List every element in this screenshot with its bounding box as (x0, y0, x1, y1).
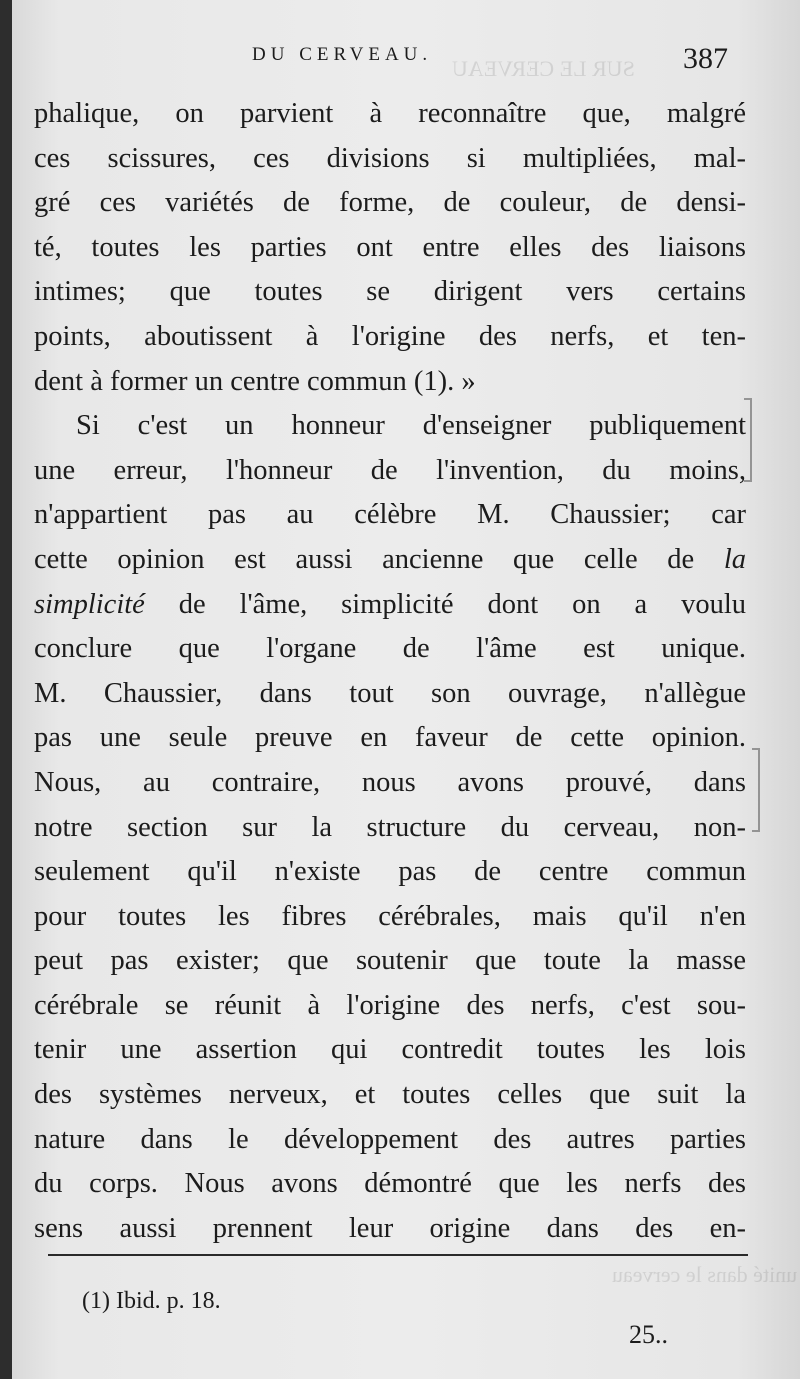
text-line: intimes; que toutes se dirigent vers certains (34, 276, 746, 308)
margin-bracket (752, 748, 760, 832)
text-segment: de l'âme, simplicité dont on a voulu (178, 588, 747, 620)
text-line: points, aboutissent à l'origine des nerfs, et ten- (34, 320, 746, 352)
text-line: ces scissures, ces divisions si multipliées, mal- (34, 142, 746, 174)
text-line: n'appartient pas au célèbre M. Chaussier; car (34, 499, 746, 531)
italic-word: la (723, 543, 746, 575)
body-text (34, 92, 746, 1251)
text-line: dent à former un centre commun (1). » (34, 365, 476, 397)
text-line: une erreur, l'honneur de l'invention, du moins, (34, 454, 746, 486)
signature-mark: 25.. (629, 1320, 668, 1349)
text-line-with-italic (34, 583, 746, 628)
text-line: pour toutes les fibres cérébrales, mais qu'il n'en (34, 900, 746, 932)
page-edge-shadow (0, 0, 12, 1379)
text-line: des systèmes nerveux, et toutes celles que suit la (34, 1079, 746, 1111)
italic-word: simplicité (34, 588, 145, 620)
text-line: pas une seule preuve en faveur de cette opinion. (34, 722, 746, 754)
bleed-through: unité dans le cerveau (612, 1262, 798, 1287)
footnote-rule (48, 1254, 748, 1256)
text-line: M. Chaussier, dans tout son ouvrage, n'allègue (34, 677, 746, 709)
text-line: nature dans le développement des autres parties (34, 1123, 746, 1155)
bleed-through: SUR LE CERVEAU (452, 56, 635, 81)
text-line: conclure que l'organe de l'âme est unique. (34, 633, 746, 665)
text-line: gré ces variétés de forme, de couleur, de densi- (34, 187, 746, 219)
text-line: seulement qu'il n'existe pas de centre commun (34, 856, 746, 888)
text-segment: cette opinion est aussi ancienne que celle de (34, 543, 695, 575)
text-line-with-italic (34, 538, 746, 583)
text-line: notre section sur la structure du cerveau, non- (34, 811, 746, 843)
text-line: du corps. Nous avons démontré que les nerfs des (34, 1168, 746, 1200)
text-line: phalique, on parvient à reconnaître que, malgré (34, 98, 746, 129)
text-line: té, toutes les parties ont entre elles des liaisons (34, 231, 746, 263)
text-line: peut pas exister; que soutenir que toute la masse (34, 945, 746, 977)
text-line: sens aussi prennent leur origine dans des en- (34, 1212, 746, 1244)
paragraph-start-line: Si c'est un honneur d'enseigner publiquement (76, 410, 746, 442)
margin-bracket (744, 398, 752, 482)
text-line: cérébrale se réunit à l'origine des nerfs, c'est sou- (34, 989, 746, 1021)
book-page (12, 0, 800, 1379)
text-line: Nous, au contraire, nous avons prouvé, dans (34, 766, 746, 798)
footnote: (1) Ibid. p. 18. (82, 1288, 221, 1314)
text-line: tenir une assertion qui contredit toutes les lois (34, 1034, 746, 1066)
page-number: 387 (683, 42, 728, 75)
running-head: DU CERVEAU. (252, 44, 433, 65)
